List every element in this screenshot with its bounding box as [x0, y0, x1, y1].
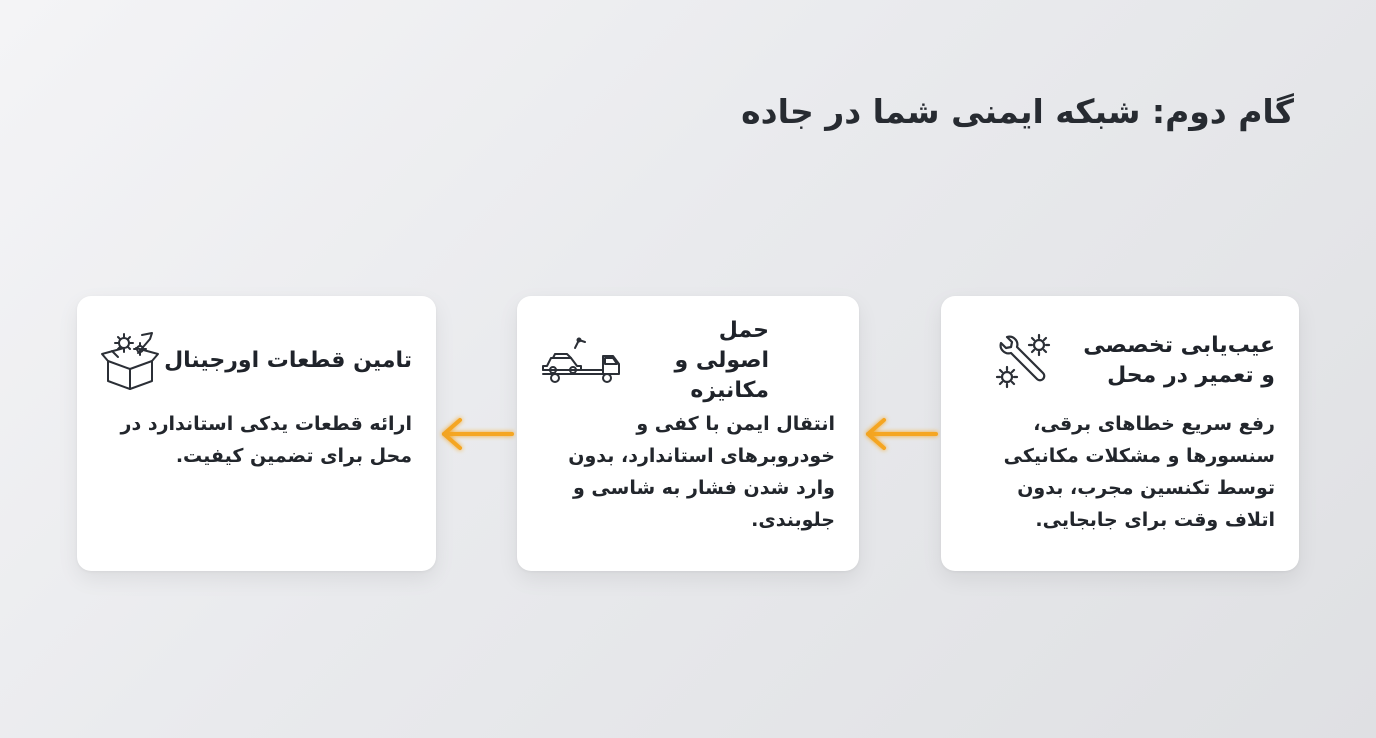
page-title: گام دوم: شبکه ایمنی شما در جاده [741, 92, 1294, 131]
card-header [101, 326, 412, 396]
card-description: انتقال ایمن با کفی و خودروبرهای استاندارد، بدون وارد شدن فشار به شاسی و جلوبندی. [568, 413, 835, 531]
parts-box-icon [98, 329, 162, 393]
tow-truck-icon [541, 329, 621, 393]
left-arrow-icon [436, 412, 516, 456]
card-description: ارائه قطعات یدکی استاندارد در محل برای تضمین کیفیت. [120, 413, 412, 467]
card-title: تامین قطعات اورجینال [164, 348, 412, 373]
card-title: عیب‌یابی تخصصی و تعمیر در محل [1083, 333, 1275, 388]
card-header [965, 326, 1275, 396]
card-description: رفع سریع خطاهای برقی، سنسورها و مشکلات مکانیکی توسط تکنسین مجرب، بدون اتلاف وقت برای جابجایی. [1003, 413, 1275, 531]
card-towing [517, 296, 859, 571]
left-arrow-icon [860, 412, 940, 456]
card-diagnostics [941, 296, 1299, 571]
card-parts [77, 296, 436, 571]
card-title: حمل اصولی و مکانیزه [674, 318, 769, 403]
card-header [541, 318, 769, 403]
wrench-gears-icon [991, 329, 1055, 393]
